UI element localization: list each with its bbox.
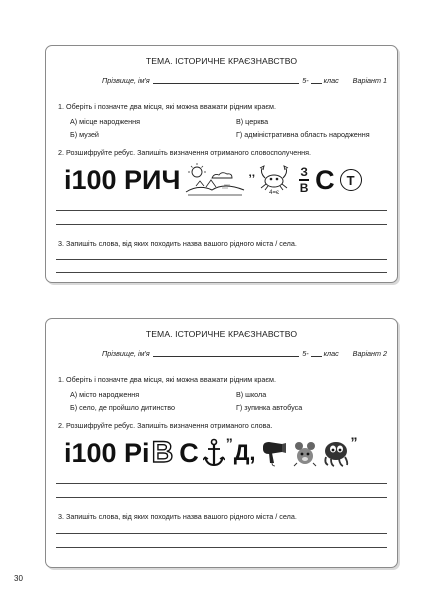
- rebus-puzzle: [56, 160, 386, 200]
- title-prefix: ТЕМА.: [145, 329, 173, 339]
- class-label: клас: [323, 349, 339, 358]
- crab-group: [257, 165, 291, 196]
- answer-line[interactable]: [56, 259, 387, 260]
- animal-icon: [292, 439, 318, 467]
- question-1: 1. Оберіть і позначте два місця, які можна вважати рідним краєм.: [58, 102, 276, 111]
- answer-line[interactable]: [56, 497, 387, 498]
- fraction-bottom: В: [299, 180, 309, 195]
- rebus-quote-mark: ”: [350, 434, 358, 450]
- option-v[interactable]: В) школа: [236, 390, 267, 399]
- variant-label: Варіант 2: [352, 349, 387, 358]
- name-label: Прізвище, ім'я: [102, 349, 150, 358]
- option-a[interactable]: А) місто народження: [70, 390, 140, 399]
- answer-line[interactable]: [56, 533, 387, 534]
- class-field[interactable]: [311, 350, 322, 357]
- question-1: 1. Оберіть і позначте два місця, які можна вважати рідним краєм.: [58, 375, 276, 384]
- test-card-variant-2: [45, 318, 398, 568]
- question-2: 2. Розшифруйте ребус. Запишіть визначення отриманого слова.: [58, 421, 273, 430]
- card-title: [46, 56, 397, 66]
- fraction-top: З: [300, 165, 308, 180]
- rebus-quote-mark: ”: [225, 435, 233, 451]
- rebus-letter-c: С: [315, 164, 335, 195]
- answer-line[interactable]: [56, 272, 387, 273]
- rebus-outlined-letter: В: [151, 436, 174, 469]
- crab-hint: 4=є: [269, 189, 280, 196]
- question-2: 2. Розшифруйте ребус. Запишіть визначення отриманого словосполучення.: [58, 148, 312, 157]
- rebus-comma-marks: ‚‚: [248, 165, 256, 179]
- rebus-circled-letter: Т: [340, 169, 362, 191]
- student-info-line: [102, 349, 387, 358]
- class-field[interactable]: [311, 77, 322, 84]
- option-b[interactable]: Б) село, де пройшло дитинство: [70, 403, 175, 412]
- title-main: ІСТОРИЧНЕ КРАЄЗНАВСТВО: [175, 56, 298, 66]
- answer-line[interactable]: [56, 224, 387, 225]
- variant-label: Варіант 1: [352, 76, 387, 85]
- card-title: [46, 329, 397, 339]
- creature-icon: [321, 439, 351, 467]
- class-label: клас: [323, 76, 339, 85]
- rebus-letter-d: Д,: [233, 440, 256, 465]
- hair-dryer-icon: [260, 439, 288, 467]
- page-number: 30: [14, 574, 23, 583]
- option-g[interactable]: Г) адміністративна область народження: [236, 130, 370, 139]
- test-card-variant-1: [45, 45, 398, 283]
- landscape-picture-icon: [184, 162, 246, 198]
- option-g[interactable]: Г) зупинка автобуса: [236, 403, 303, 412]
- crab-icon: [257, 165, 291, 191]
- name-field[interactable]: [153, 77, 299, 84]
- question-3: 3. Запишіть слова, від яких походить назва вашого рідного міста / села.: [58, 239, 297, 248]
- rebus-letter-c: С: [179, 437, 199, 468]
- question-3: 3. Запишіть слова, від яких походить назва вашого рідного міста / села.: [58, 512, 297, 521]
- name-field[interactable]: [153, 350, 299, 357]
- title-main: ІСТОРИЧНЕ КРАЄЗНАВСТВО: [175, 329, 298, 339]
- answer-line[interactable]: [56, 483, 387, 484]
- name-label: Прізвище, ім'я: [102, 76, 150, 85]
- anchor-icon: [203, 438, 225, 468]
- option-v[interactable]: В) церква: [236, 117, 269, 126]
- rebus-puzzle: [56, 433, 386, 473]
- answer-line[interactable]: [56, 210, 387, 211]
- class-prefix: 5-: [302, 349, 309, 358]
- rebus-text: і100 РИЧ: [64, 164, 181, 195]
- title-prefix: ТЕМА.: [145, 56, 173, 66]
- student-info-line: [102, 76, 387, 85]
- rebus-fraction: [299, 166, 309, 194]
- answer-line[interactable]: [56, 547, 387, 548]
- option-a[interactable]: А) місце народження: [70, 117, 140, 126]
- rebus-text: і100 Рі: [64, 437, 150, 468]
- option-b[interactable]: Б) музей: [70, 130, 99, 139]
- class-prefix: 5-: [302, 76, 309, 85]
